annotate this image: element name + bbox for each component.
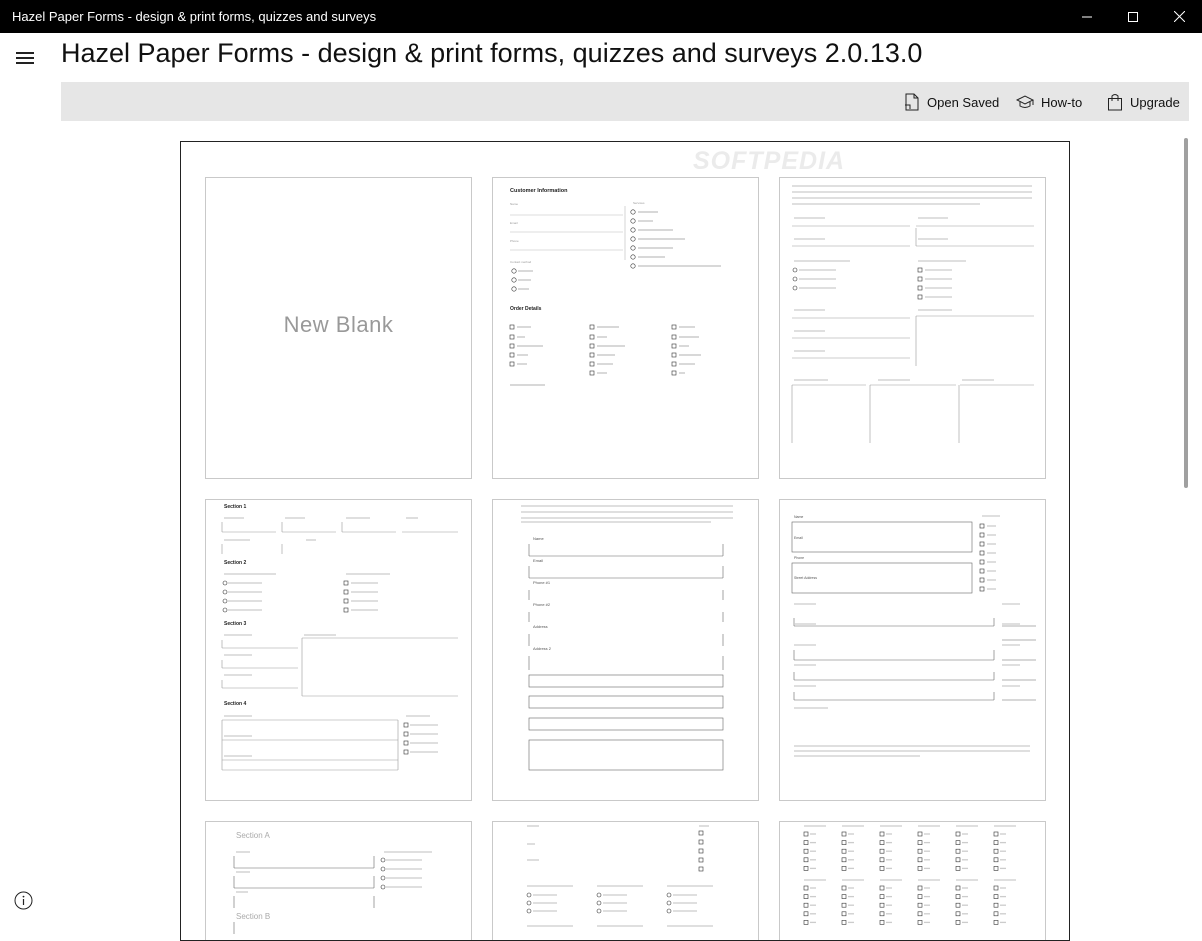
window-title: Hazel Paper Forms - design & print forms, quizzes and surveys	[12, 9, 377, 24]
window-titlebar	[0, 0, 1202, 33]
grid-checkbox	[994, 903, 998, 907]
grid-checkbox	[842, 895, 846, 899]
customer-info-heading: Customer Information	[510, 188, 568, 194]
contact-address-label: Address	[533, 624, 548, 629]
grid-checkbox	[804, 920, 808, 924]
grid-checkbox	[804, 849, 808, 853]
template-customer-order[interactable]	[492, 177, 759, 479]
contact-name-label: Name	[533, 536, 544, 541]
shopping-bag-icon	[1107, 93, 1123, 111]
grid-checkbox	[918, 886, 922, 890]
order-phone-label: Phone	[794, 556, 805, 560]
page-title: Hazel Paper Forms - design & print forms, quizzes and surveys 2.0.13.0	[61, 38, 923, 68]
grid-checkbox	[956, 832, 960, 836]
grid-checkbox	[918, 841, 922, 845]
grid-checkbox	[842, 841, 846, 845]
contact-email-label: Email	[533, 558, 544, 563]
grid-checkbox	[880, 849, 884, 853]
grid-checkbox	[804, 832, 808, 836]
maximize-button[interactable]	[1110, 0, 1156, 33]
grid-checkbox	[804, 903, 808, 907]
order-address-label: Street Address	[794, 576, 817, 580]
grid-checkbox	[956, 858, 960, 862]
section-b-heading: Section B	[236, 912, 271, 921]
grid-checkbox	[994, 895, 998, 899]
grid-checkbox	[918, 920, 922, 924]
contact-address2-label: Address 2	[533, 646, 552, 651]
grid-checkbox	[842, 903, 846, 907]
info-icon	[14, 891, 33, 910]
svg-text:Name: Name	[510, 202, 519, 206]
grid-checkbox	[994, 912, 998, 916]
template-new-blank[interactable]	[205, 177, 472, 479]
grid-checkbox	[918, 858, 922, 862]
template-gallery	[180, 141, 1070, 941]
open-saved-button[interactable]	[904, 92, 999, 112]
grid-checkbox	[880, 903, 884, 907]
order-name-label: Name	[794, 515, 804, 519]
close-icon	[1174, 11, 1185, 22]
upgrade-label: Upgrade	[1130, 94, 1180, 110]
grid-checkbox	[880, 912, 884, 916]
svg-text:Services: Services	[633, 201, 645, 205]
info-button[interactable]	[14, 891, 33, 910]
upgrade-button[interactable]	[1107, 92, 1180, 112]
template-sections[interactable]	[205, 499, 472, 801]
grid-checkbox	[842, 920, 846, 924]
grid-checkbox	[956, 903, 960, 907]
grid-checkbox	[804, 912, 808, 916]
contact-phone1-label: Phone #1	[533, 580, 551, 585]
template-contact-form[interactable]	[492, 499, 759, 801]
grid-checkbox	[842, 912, 846, 916]
grid-checkbox	[994, 841, 998, 845]
survey-columns-preview	[493, 822, 759, 941]
template-order-form[interactable]	[779, 499, 1046, 801]
open-saved-label: Open Saved	[927, 94, 1000, 110]
order-email-label: Email	[794, 536, 803, 540]
sections-preview	[206, 500, 472, 801]
grid-checkbox	[956, 886, 960, 890]
svg-text:Contact method: Contact method	[510, 260, 532, 264]
order-details-heading: Order Details	[510, 306, 542, 312]
grid-checkbox	[880, 866, 884, 870]
svg-text:Email: Email	[510, 221, 518, 225]
minimize-button[interactable]	[1064, 0, 1110, 33]
grid-checkbox	[842, 832, 846, 836]
howto-button[interactable]	[1016, 92, 1082, 112]
grid-checkbox	[918, 895, 922, 899]
graduation-cap-icon	[1016, 94, 1034, 110]
close-button[interactable]	[1156, 0, 1202, 33]
checkbox-grid-preview	[780, 822, 1046, 941]
grid-checkbox	[842, 866, 846, 870]
new-blank-label: New Blank	[283, 312, 394, 337]
grid-checkbox	[956, 849, 960, 853]
command-bar	[61, 82, 1189, 121]
section-3-heading: Section 3	[224, 621, 247, 627]
grid-checkbox	[918, 912, 922, 916]
grid-checkbox	[880, 886, 884, 890]
mixed-fields-preview	[780, 178, 1046, 479]
contact-form-preview	[493, 500, 759, 801]
maximize-icon	[1128, 12, 1138, 22]
section-4-heading: Section 4	[224, 701, 247, 707]
customer-order-preview	[493, 178, 759, 479]
grid-checkbox	[994, 832, 998, 836]
grid-checkbox	[918, 849, 922, 853]
template-mixed-fields[interactable]	[779, 177, 1046, 479]
template-section-ab[interactable]	[205, 821, 472, 941]
template-checkbox-grid[interactable]	[779, 821, 1046, 941]
grid-checkbox	[956, 841, 960, 845]
contact-phone2-label: Phone #2	[533, 602, 551, 607]
grid-checkbox	[804, 895, 808, 899]
grid-checkbox	[842, 858, 846, 862]
grid-checkbox	[918, 903, 922, 907]
grid-checkbox	[956, 866, 960, 870]
section-ab-preview	[206, 822, 472, 941]
grid-checkbox	[918, 866, 922, 870]
howto-label: How-to	[1041, 94, 1083, 110]
grid-checkbox	[994, 858, 998, 862]
grid-checkbox	[994, 886, 998, 890]
order-form-preview	[780, 500, 1046, 801]
watermark: SOFTPEDIA	[693, 147, 846, 175]
grid-checkbox	[804, 886, 808, 890]
grid-checkbox	[994, 920, 998, 924]
vertical-scrollbar[interactable]	[1184, 138, 1188, 488]
grid-checkbox	[804, 858, 808, 862]
grid-checkbox	[994, 866, 998, 870]
svg-text:Phone: Phone	[510, 239, 519, 243]
grid-checkbox	[918, 832, 922, 836]
template-survey-columns[interactable]	[492, 821, 759, 941]
grid-checkbox	[956, 912, 960, 916]
grid-checkbox	[880, 841, 884, 845]
grid-checkbox	[804, 841, 808, 845]
grid-checkbox	[880, 832, 884, 836]
grid-checkbox	[804, 866, 808, 870]
grid-checkbox	[842, 849, 846, 853]
grid-checkbox	[956, 895, 960, 899]
grid-checkbox	[994, 849, 998, 853]
grid-checkbox	[880, 858, 884, 862]
section-a-heading: Section A	[236, 831, 270, 840]
document-icon	[904, 93, 920, 111]
hamburger-icon[interactable]	[16, 52, 34, 66]
grid-checkbox	[880, 895, 884, 899]
section-1-heading: Section 1	[224, 504, 247, 510]
section-2-heading: Section 2	[224, 560, 247, 566]
minimize-icon	[1082, 12, 1092, 22]
grid-checkbox	[956, 920, 960, 924]
grid-checkbox	[842, 886, 846, 890]
grid-checkbox	[880, 920, 884, 924]
